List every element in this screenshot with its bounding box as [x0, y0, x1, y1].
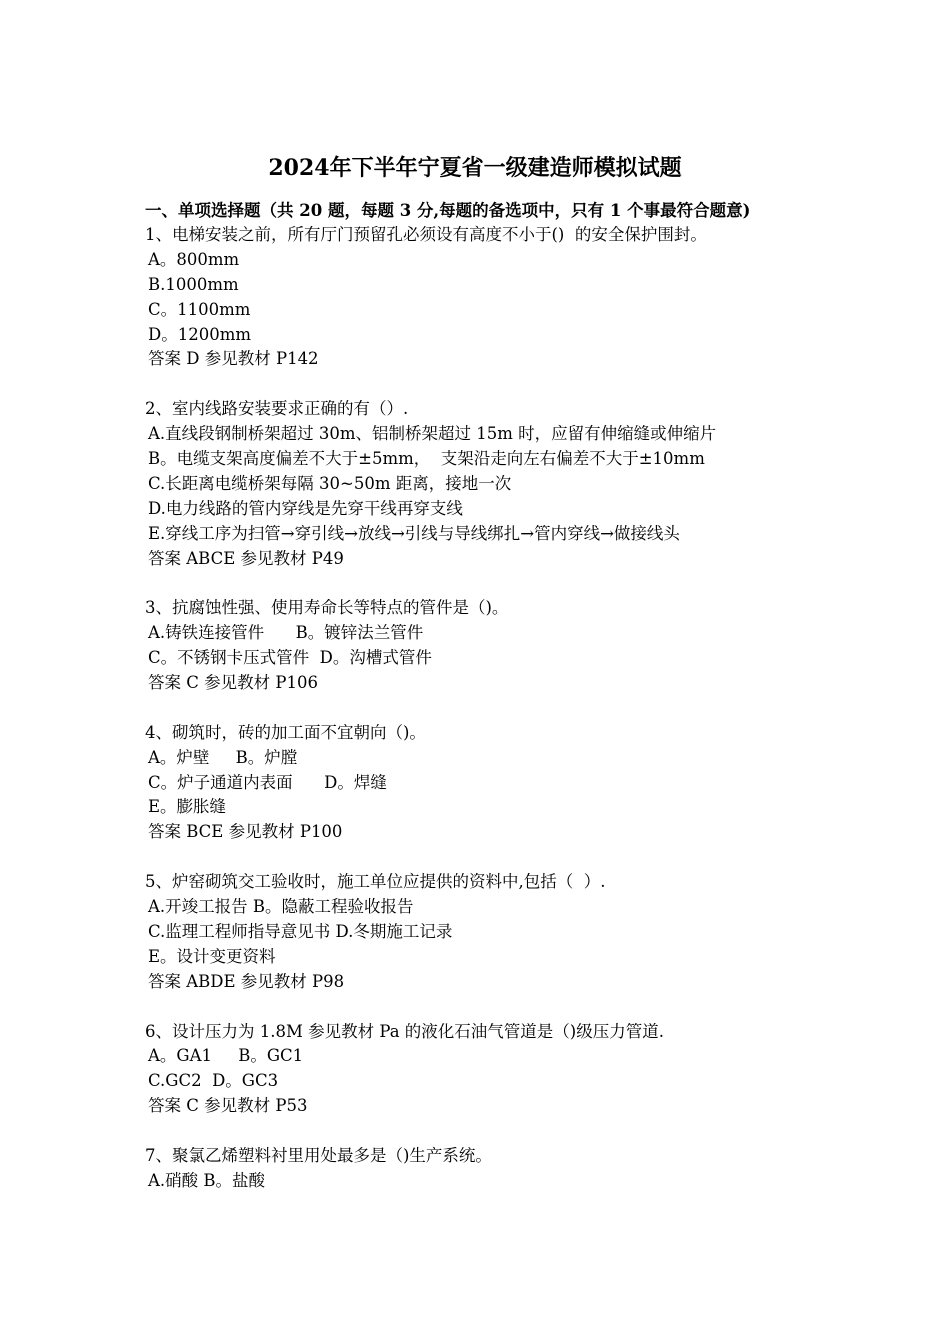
answer-reference: 答案 D 参见教材 P142 [148, 349, 319, 369]
question-block [145, 397, 825, 571]
document-body [145, 198, 825, 1194]
question-option: C.GC2 D。GC3 [148, 1071, 279, 1091]
question-stem: 2、室内线路安装要求正确的有（）. [145, 399, 409, 419]
question-option: A.直线段钢制桥架超过 30m、铝制桥架超过 15m 时，应留有伸缩缝或伸缩片 [148, 424, 717, 444]
answer-reference: 答案 ABCE 参见教材 P49 [148, 548, 344, 568]
question-block [145, 1020, 825, 1120]
question-spacer [145, 1119, 825, 1144]
question-block [145, 721, 825, 845]
question-option: C。炉子通道内表面 D。焊缝 [148, 772, 387, 792]
question-block [145, 596, 825, 696]
question-block [145, 1144, 825, 1194]
question-stem: 7、聚氯乙烯塑料衬里用处最多是（)生产系统。 [145, 1145, 492, 1165]
question-list [145, 223, 825, 1194]
question-stem: 5、炉窑砌筑交工验收时，施工单位应提供的资料中,包括（ ）. [145, 872, 606, 892]
question-option: A.硝酸 B。盐酸 [148, 1170, 266, 1190]
question-spacer [145, 696, 825, 721]
question-option: A。炉壁 B。炉膛 [148, 747, 298, 767]
question-spacer [145, 845, 825, 870]
question-stem: 1、电梯安装之前，所有厅门预留孔必须设有高度不小于() 的安全保护围封。 [145, 225, 707, 244]
section-heading: 一、单项选择题（共 20 题，每题 3 分,每题的备选项中，只有 1 个事最符合题意) [145, 201, 751, 220]
question-option: C.长距离电缆桥架每隔 30~50m 距离，接地一次 [148, 473, 512, 493]
question-option: E。膨胀缝 [148, 797, 227, 817]
question-stem: 4、砌筑时，砖的加工面不宜朝向（)。 [145, 722, 426, 742]
question-stem: 3、抗腐蚀性强、使用寿命长等特点的管件是（)。 [145, 598, 509, 618]
answer-reference: 答案 BCE 参见教材 P100 [148, 822, 343, 842]
question-option: B.1000mm [148, 274, 239, 294]
question-block [145, 870, 825, 994]
question-spacer [145, 372, 825, 397]
question-spacer [145, 571, 825, 596]
question-option: C。不锈钢卡压式管件 D。沟槽式管件 [148, 648, 432, 668]
question-option: A。800mm [148, 249, 240, 269]
question-option: D.电力线路的管内穿线是先穿干线再穿支线 [148, 498, 463, 518]
question-option: D。1200mm [148, 324, 252, 344]
question-spacer [145, 995, 825, 1020]
question-option: A.开竣工报告 B。隐蔽工程验收报告 [148, 897, 414, 917]
question-option: E.穿线工序为扫管→穿引线→放线→引线与导线绑扎→管内穿线→做接线头 [148, 523, 680, 543]
question-option: B。电缆支架高度偏差不大于±5mm， 支架沿走向左右偏差不大于±10mm [148, 449, 705, 469]
answer-reference: 答案 C 参见教材 P53 [148, 1096, 308, 1116]
page-title: 2024年下半年宁夏省一级建造师模拟试题 [268, 155, 682, 181]
question-option: C。1100mm [148, 299, 251, 319]
question-option: C.监理工程师指导意见书 D.冬期施工记录 [148, 921, 453, 941]
question-option: A.铸铁连接管件 B。镀锌法兰管件 [148, 623, 424, 643]
question-stem: 6、设计压力为 1.8M 参见教材 Pa 的液化石油气管道是（)级压力管道. [145, 1021, 664, 1041]
answer-reference: 答案 ABDE 参见教材 P98 [148, 971, 345, 991]
question-option: A。GA1 B。GC1 [148, 1046, 304, 1066]
answer-reference: 答案 C 参见教材 P106 [148, 673, 318, 693]
question-block [145, 223, 825, 372]
question-option: E。设计变更资料 [148, 946, 276, 966]
